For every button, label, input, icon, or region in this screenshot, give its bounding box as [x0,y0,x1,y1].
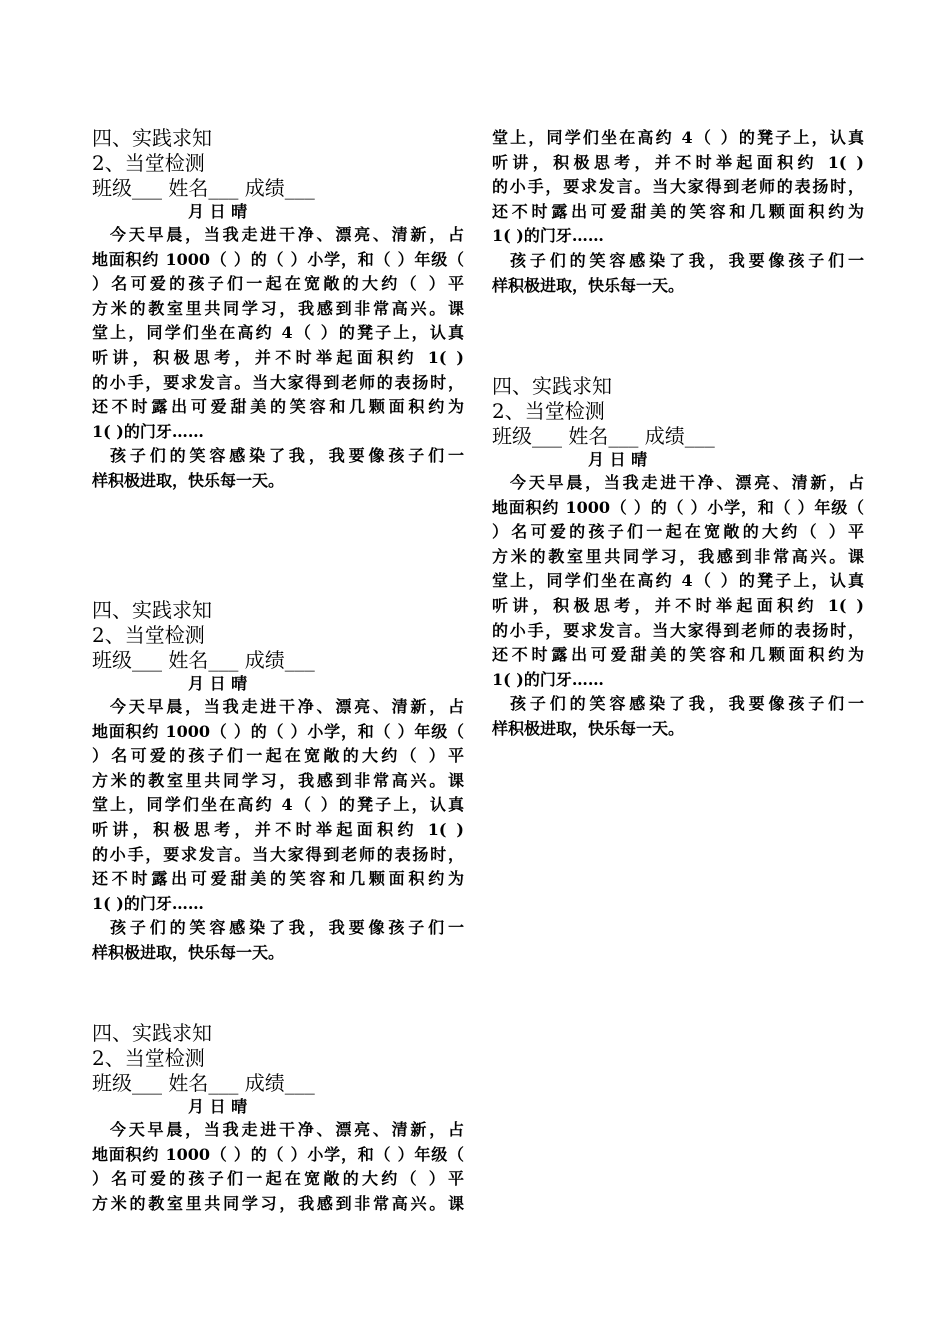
worksheet-block-1 [92,126,464,494]
worksheet-block-3 [92,1021,464,1216]
text-line: 听讲，积极思考，并不时举起面积约 1( ) [492,152,864,172]
text-line: 还不时露出可爱甜美的笑容和几颗面积约为 [492,201,864,221]
info-line: 班级___ 姓名___ 成绩___ [92,648,315,672]
text-line: 地面积约 1000（ ）的（ ）小学，和（ ）年级（ [92,249,464,269]
text-line: 方米的教室里共同学习，我感到非常高兴。课 [92,770,464,790]
info-line: 班级___ 姓名___ 成绩___ [492,424,715,448]
text-line: 还不时露出可爱甜美的笑容和几颗面积约为 [92,397,464,417]
text-line: 样积极进取，快乐每一天。 [492,275,685,295]
text-line: 听讲，积极思考，并不时举起面积约 1( ) [92,819,464,839]
text-line: 的小手，要求发言。当大家得到老师的表扬时， [492,177,864,197]
paragraph-1 [92,695,464,916]
date-weather-line: 月 日 晴 [188,202,248,221]
sub-heading: 2、当堂检测 [492,399,605,423]
text-line: 方米的教室里共同学习，我感到非常高兴。课 [92,1193,464,1213]
text-line: 1( )的门牙…… [92,421,204,441]
text-line: 方米的教室里共同学习，我感到非常高兴。课 [92,298,464,318]
text-line: 今天早晨，当我走进干净、漂亮、清新，占 [510,473,864,492]
text-line: 孩子们的笑容感染了我，我要像孩子们一 [110,918,464,938]
text-line: 今天早晨，当我走进干净、漂亮、清新，占 [110,697,464,716]
text-line: 还不时露出可爱甜美的笑容和几颗面积约为 [92,869,464,889]
text-line: 的小手，要求发言。当大家得到老师的表扬时， [92,372,464,392]
text-line: 1( )的门牙…… [492,669,604,689]
section-heading: 四、实践求知 [92,598,212,622]
text-line: 地面积约 1000（ ）的（ ）小学，和（ ）年级（ [492,497,864,517]
text-line: 还不时露出可爱甜美的笑容和几颗面积约为 [492,645,864,665]
section-heading: 四、实践求知 [492,374,612,398]
text-line: 的小手，要求发言。当大家得到老师的表扬时， [92,844,464,864]
text-line: 地面积约 1000（ ）的（ ）小学，和（ ）年级（ [92,721,464,741]
text-line: 1( )的门牙…… [92,893,204,913]
paragraph-1 [492,471,864,692]
date-weather-line: 月 日 晴 [588,450,648,469]
text-line: 地面积约 1000（ ）的（ ）小学，和（ ）年级（ [92,1144,464,1164]
text-line: 今天早晨，当我走进干净、漂亮、清新，占 [110,1120,464,1139]
paragraph-2 [92,444,464,493]
section-heading: 四、实践求知 [92,126,212,150]
worksheet-continuation [492,126,864,298]
text-line: 堂上，同学们坐在高约 4（ ）的凳子上，认真 [92,323,464,343]
text-line: 听讲，积极思考，并不时举起面积约 1( ) [492,595,864,615]
text-line: 的小手，要求发言。当大家得到老师的表扬时， [492,620,864,640]
worksheet-block-4 [492,374,864,742]
text-line: 听讲，积极思考，并不时举起面积约 1( ) [92,347,464,367]
date-weather-line: 月 日 晴 [188,1097,248,1116]
text-line: 堂上，同学们坐在高约 4（ ）的凳子上，认真 [92,795,464,815]
sub-heading: 2、当堂检测 [92,151,205,175]
text-line: ）名可爱的孩子们一起在宽敞的大约（ ）平 [92,746,464,766]
paragraph-2 [492,692,864,741]
paragraph-1 [92,223,464,444]
text-line: ）名可爱的孩子们一起在宽敞的大约（ ）平 [92,274,464,294]
text-line: 孩子们的笑容感染了我，我要像孩子们一 [510,694,864,714]
worksheet-block-2 [92,598,464,966]
paragraph-1 [92,1118,464,1216]
sub-heading: 2、当堂检测 [92,623,205,647]
text-line: 样积极进取，快乐每一天。 [92,942,285,962]
paragraph-2 [92,916,464,965]
text-line: 孩子们的笑容感染了我，我要像孩子们一 [510,250,864,270]
date-weather-line: 月 日 晴 [188,674,248,693]
text-line: 1( )的门牙…… [492,226,604,246]
text-line: 今天早晨，当我走进干净、漂亮、清新，占 [110,225,464,244]
text-line: 样积极进取，快乐每一天。 [492,718,685,738]
text-line: ）名可爱的孩子们一起在宽敞的大约（ ）平 [492,522,864,542]
info-line: 班级___ 姓名___ 成绩___ [92,176,315,200]
section-heading: 四、实践求知 [92,1021,212,1045]
text-line: ）名可爱的孩子们一起在宽敞的大约（ ）平 [92,1169,464,1189]
info-line: 班级___ 姓名___ 成绩___ [92,1071,315,1095]
sub-heading: 2、当堂检测 [92,1046,205,1070]
text-line: 堂上，同学们坐在高约 4（ ）的凳子上，认真 [492,128,864,147]
text-line: 孩子们的笑容感染了我，我要像孩子们一 [110,446,464,466]
text-line: 样积极进取，快乐每一天。 [92,470,285,490]
text-line: 堂上，同学们坐在高约 4（ ）的凳子上，认真 [492,571,864,591]
text-line: 方米的教室里共同学习，我感到非常高兴。课 [492,546,864,566]
